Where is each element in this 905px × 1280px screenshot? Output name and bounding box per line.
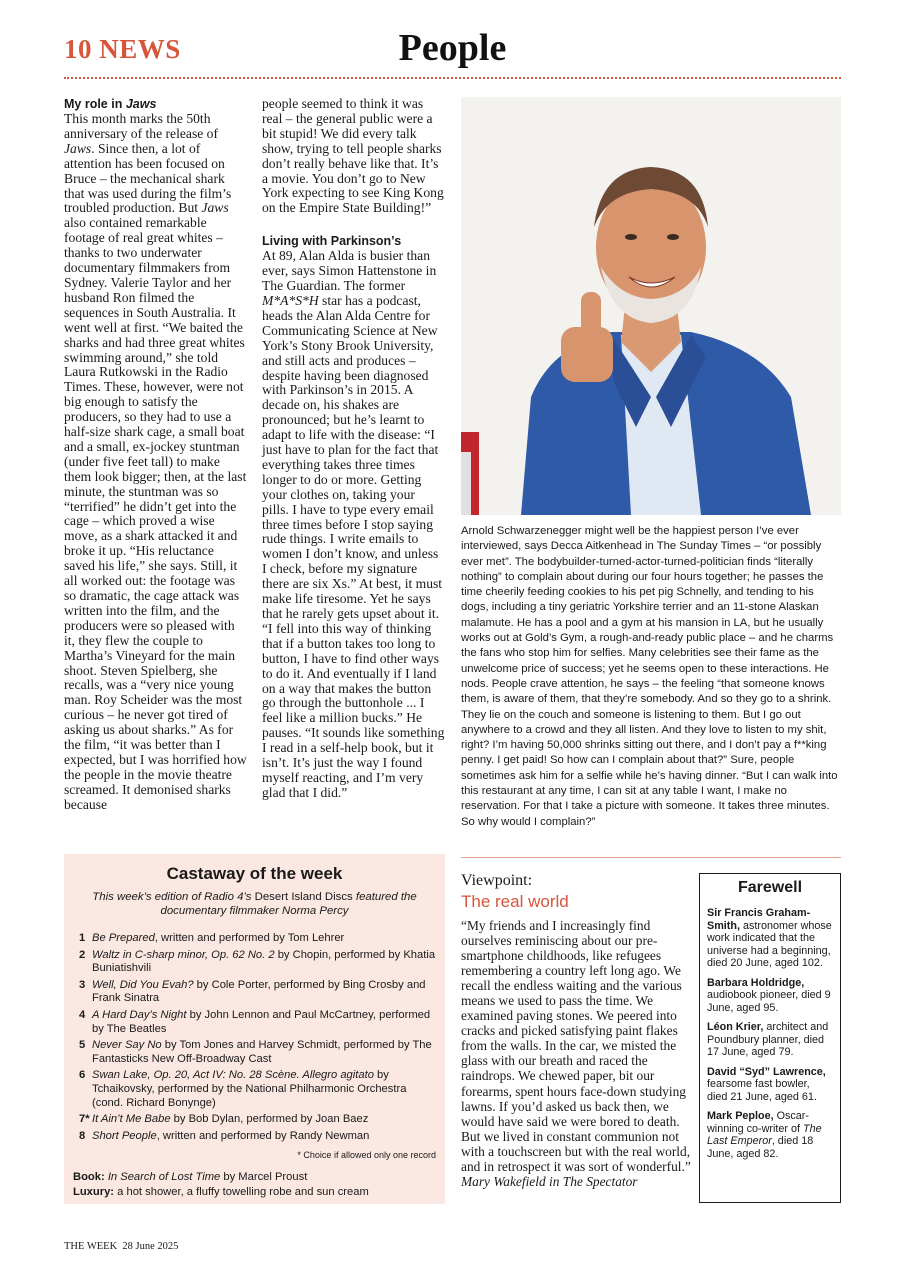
parkinsons-paragraph: At 89, Alan Alda is busier than ever, says Simon Hattenstone in The Guardian. The former M*A*S*H star has a podcast, heads the Alan Alda Centre for Communicating Science at New York’s Stony Brook University, and still acts and produces – despite having been diagnosed with Parkinson’s in 2015. A decade on, his shakes are pronounced; but he’s learnt to adapt to life with the disease: “I just have to plan for the fact that everything takes three times longer to do or more. Getting your clothes on, taking your pills. I have to type every email three times before I stop saying rude things. I write emails to women I don’t know, and unless I check, before my signature there are six Xs.” At best, it must make life tiresome. Yet he says that he rarely gets upset about it. “I fell into this way of thinking that if a button takes too long to button, I have to find other ways to do it. And eventually if I land on a way that makes the button go through the buttonhole ... I feel like a million bucks.” He pauses. “It sounds like something I read in a self-help book, but it isn’t. It’s just the way I found myself reacting, and I’m very glad that I did.” xyxy=(262,248,445,800)
castaway-note: * Choice if allowed only one record xyxy=(297,1150,436,1161)
portrait-illustration xyxy=(461,97,841,515)
track-item: 5 Never Say No by Tom Jones and Harvey Schmidt, performed by The Fantasticks New Off-Broadway Cast xyxy=(79,1039,432,1065)
track-item: 6 Swan Lake, Op. 20, Act IV: No. 28 Scène. Allegro agitato by Tchaikovsky, performed by the National Philharmonic Orchestra (cond. Richard Bonynge) xyxy=(79,1069,407,1109)
publication-name: THE WEEK xyxy=(64,1241,118,1252)
farewell-entry: Sir Francis Graham-Smith, astronomer whose work indicated that the universe had a beginning, died 20 June, aged 102. xyxy=(707,907,832,969)
castaway-box xyxy=(64,854,445,1204)
section-name: NEWS xyxy=(99,34,181,64)
photo-caption: Arnold Schwarzenegger might well be the happiest person I’ve ever interviewed, says Decca Aitkenhead in The Sunday Times – “or possibly ever met”. The bodybuilder-turned-actor-turned-politician finds “literally nothing” to complain about during our four hours together; he passes the time cheerily feeding cookies to his pet pig Schnelly, and tending to his dogs, including a tiny geriatric Yorkshire terrier and an 11-stone Alaskan malamute. He has a pool and a gym at his mansion in LA, but he usually works out at Gold’s Gym, a rough-and-ready public place – and he charms the fans who stop him for selfies. Many celebrities see their fame as the unwelcome price of success; yet he seems open to these interactions. He nods. People crave attention, he says – the feeling “that someone knows them, is aware of them, that they’re somebody. And so they go to a shrink. They lie on the couch and someone is listening to them. But I go out anywhere to a crowd and they all listen. And they love to listen to my shit, right? I’m having 50,000 shrinks sitting out there, and I don’t pay a f**king penny. I get paid! So how can I complain about that?” Sure, people sometimes ask him for a selfie while he’s having dinner. “But I can walk into this restaurant at any time, I can sit at any table I want, I make no reservation. For that I take a picture with someone. It takes three minutes. So why would I complain?” xyxy=(461,525,838,828)
track-item: 1 Be Prepared, written and performed by Tom Lehrer xyxy=(79,932,345,944)
track-item: 3 Well, Did You Evah? by Cole Porter, performed by Bing Crosby and Frank Sinatra xyxy=(79,978,426,1005)
farewell-box xyxy=(699,873,841,1203)
track-item: 4 A Hard Day’s Night by John Lennon and Paul McCartney, performed by The Beatles xyxy=(79,1008,431,1035)
farewell-entry: Barbara Holdridge, audiobook pioneer, died 9 June, aged 95. xyxy=(707,976,831,1014)
caption-divider xyxy=(461,857,841,858)
farewell-title: Farewell xyxy=(737,879,803,896)
track-item: 7* It Ain’t Me Babe by Bob Dylan, performed by Joan Baez xyxy=(79,1113,369,1126)
track-item: 2 Waltz in C-sharp minor, Op. 62 No. 2 by Chopin, performed by Khatia Buniatishvili xyxy=(79,948,436,975)
castaway-book-luxury: Book: In Search of Lost Time by Marcel Proust Luxury: a hot shower, a fluffy towelling robe and sun cream xyxy=(73,1171,369,1199)
castaway-title: Castaway of the week xyxy=(166,864,343,883)
page-title: People xyxy=(398,27,507,69)
track-list xyxy=(73,932,436,1143)
portrait-photo xyxy=(461,97,841,515)
castaway-intro: This week’s edition of Radio 4’s Desert Island Discs featured the documentary filmmaker Norma Percy xyxy=(92,891,417,917)
page-number: 10 xyxy=(64,34,92,64)
jaws-heading: My role in Jaws xyxy=(64,97,157,111)
viewpoint-body: “My friends and I increasingly find ourselves reminiscing about our pre-smartphone childhoods, like refugees remembering a country left long ago. We recall the endless waiting and the various means we used to pass the time. We examined paving stones. We peered into cracks and picked satisfying paint flakes from the walls. In the car, we misted the glass with our breath and raced the raindrops. We chewed paper, bit our forearms, spent hours face-down studying lawns. If you’d asked us back then, we would have said we were bored to death. But we lived in constant communion not with a touchscreen but with the real world, and in retrospect it was sort of wonderful.” xyxy=(461,918,691,1174)
viewpoint-section xyxy=(461,872,691,1189)
header-divider xyxy=(64,77,841,79)
parkinsons-heading: Living with Parkinson’s xyxy=(262,234,402,249)
viewpoint-credit: Mary Wakefield in The Spectator xyxy=(461,1173,638,1189)
page-footer xyxy=(64,1241,178,1252)
jaws-article xyxy=(64,97,248,813)
farewell-entry: David “Syd” Lawrence, fearsome fast bowler, died 21 June, aged 61. xyxy=(707,1065,826,1103)
viewpoint-title: The real world xyxy=(461,892,569,911)
column-two xyxy=(262,97,445,801)
jaws-paragraph: This month marks the 50th anniversary of the release of Jaws. Since then, a lot of attention has been focused on Bruce – the mechanical shark that was used during the film’s troubled production. But Jaws also contained remarkable footage of real great whites – thanks to two underwater documentary filmmakers from Sydney. Valerie Taylor and her husband Ron filmed the sequences in South Australia. It went well at first. “We baited the sharks and had three great whites swimming around,” she told Laura Rutkowski in the Radio Times. These, however, were not big enough to satisfy the producers, so they had to use a half-size shark cage, a small boat and a small, ex-jockey stuntman (under five feet tall) to make them look bigger; then, at the last minute, the stuntman was so “terrified” he didn’t get into the cage – which proved a wise move, as a shark attacked it and broke it up. “His reluctance saved his life,” she says. Still, it all worked out: the footage was so dramatic, the cage attack was written into the film, and the producers were so pleased with it, they flew the couple to Martha’s Vineyard for the main shoot. Steven Spielberg, she recalls, was a “very nice young man. Roy Scheider was the most curious – he never got tired of asking us about sharks.” As for the film, “it was better than I expected, but I was horrified how the people in the movie theatre screamed. It demonised sharks because xyxy=(64,111,247,812)
farewell-entry: Léon Krier, architect and Poundbury planner, died 17 June, aged 79. xyxy=(707,1021,829,1058)
viewpoint-label: Viewpoint: xyxy=(461,872,533,889)
track-item: 8 Short People, written and performed by Randy Newman xyxy=(79,1129,370,1142)
farewell-entry: Mark Peploe, Oscar-winning co-writer of The Last Emperor, died 18 June, aged 82. xyxy=(707,1110,822,1160)
jaws-paragraph-continued: people seemed to think it was real – the general public were a bit stupid! We did every talk show, trying to tell people sharks don’t really behave like that. It’s a movie. You don’t go to New York expecting to see King Kong on the Empire State Building!” xyxy=(262,96,444,216)
issue-date: 28 June 2025 xyxy=(122,1241,179,1252)
